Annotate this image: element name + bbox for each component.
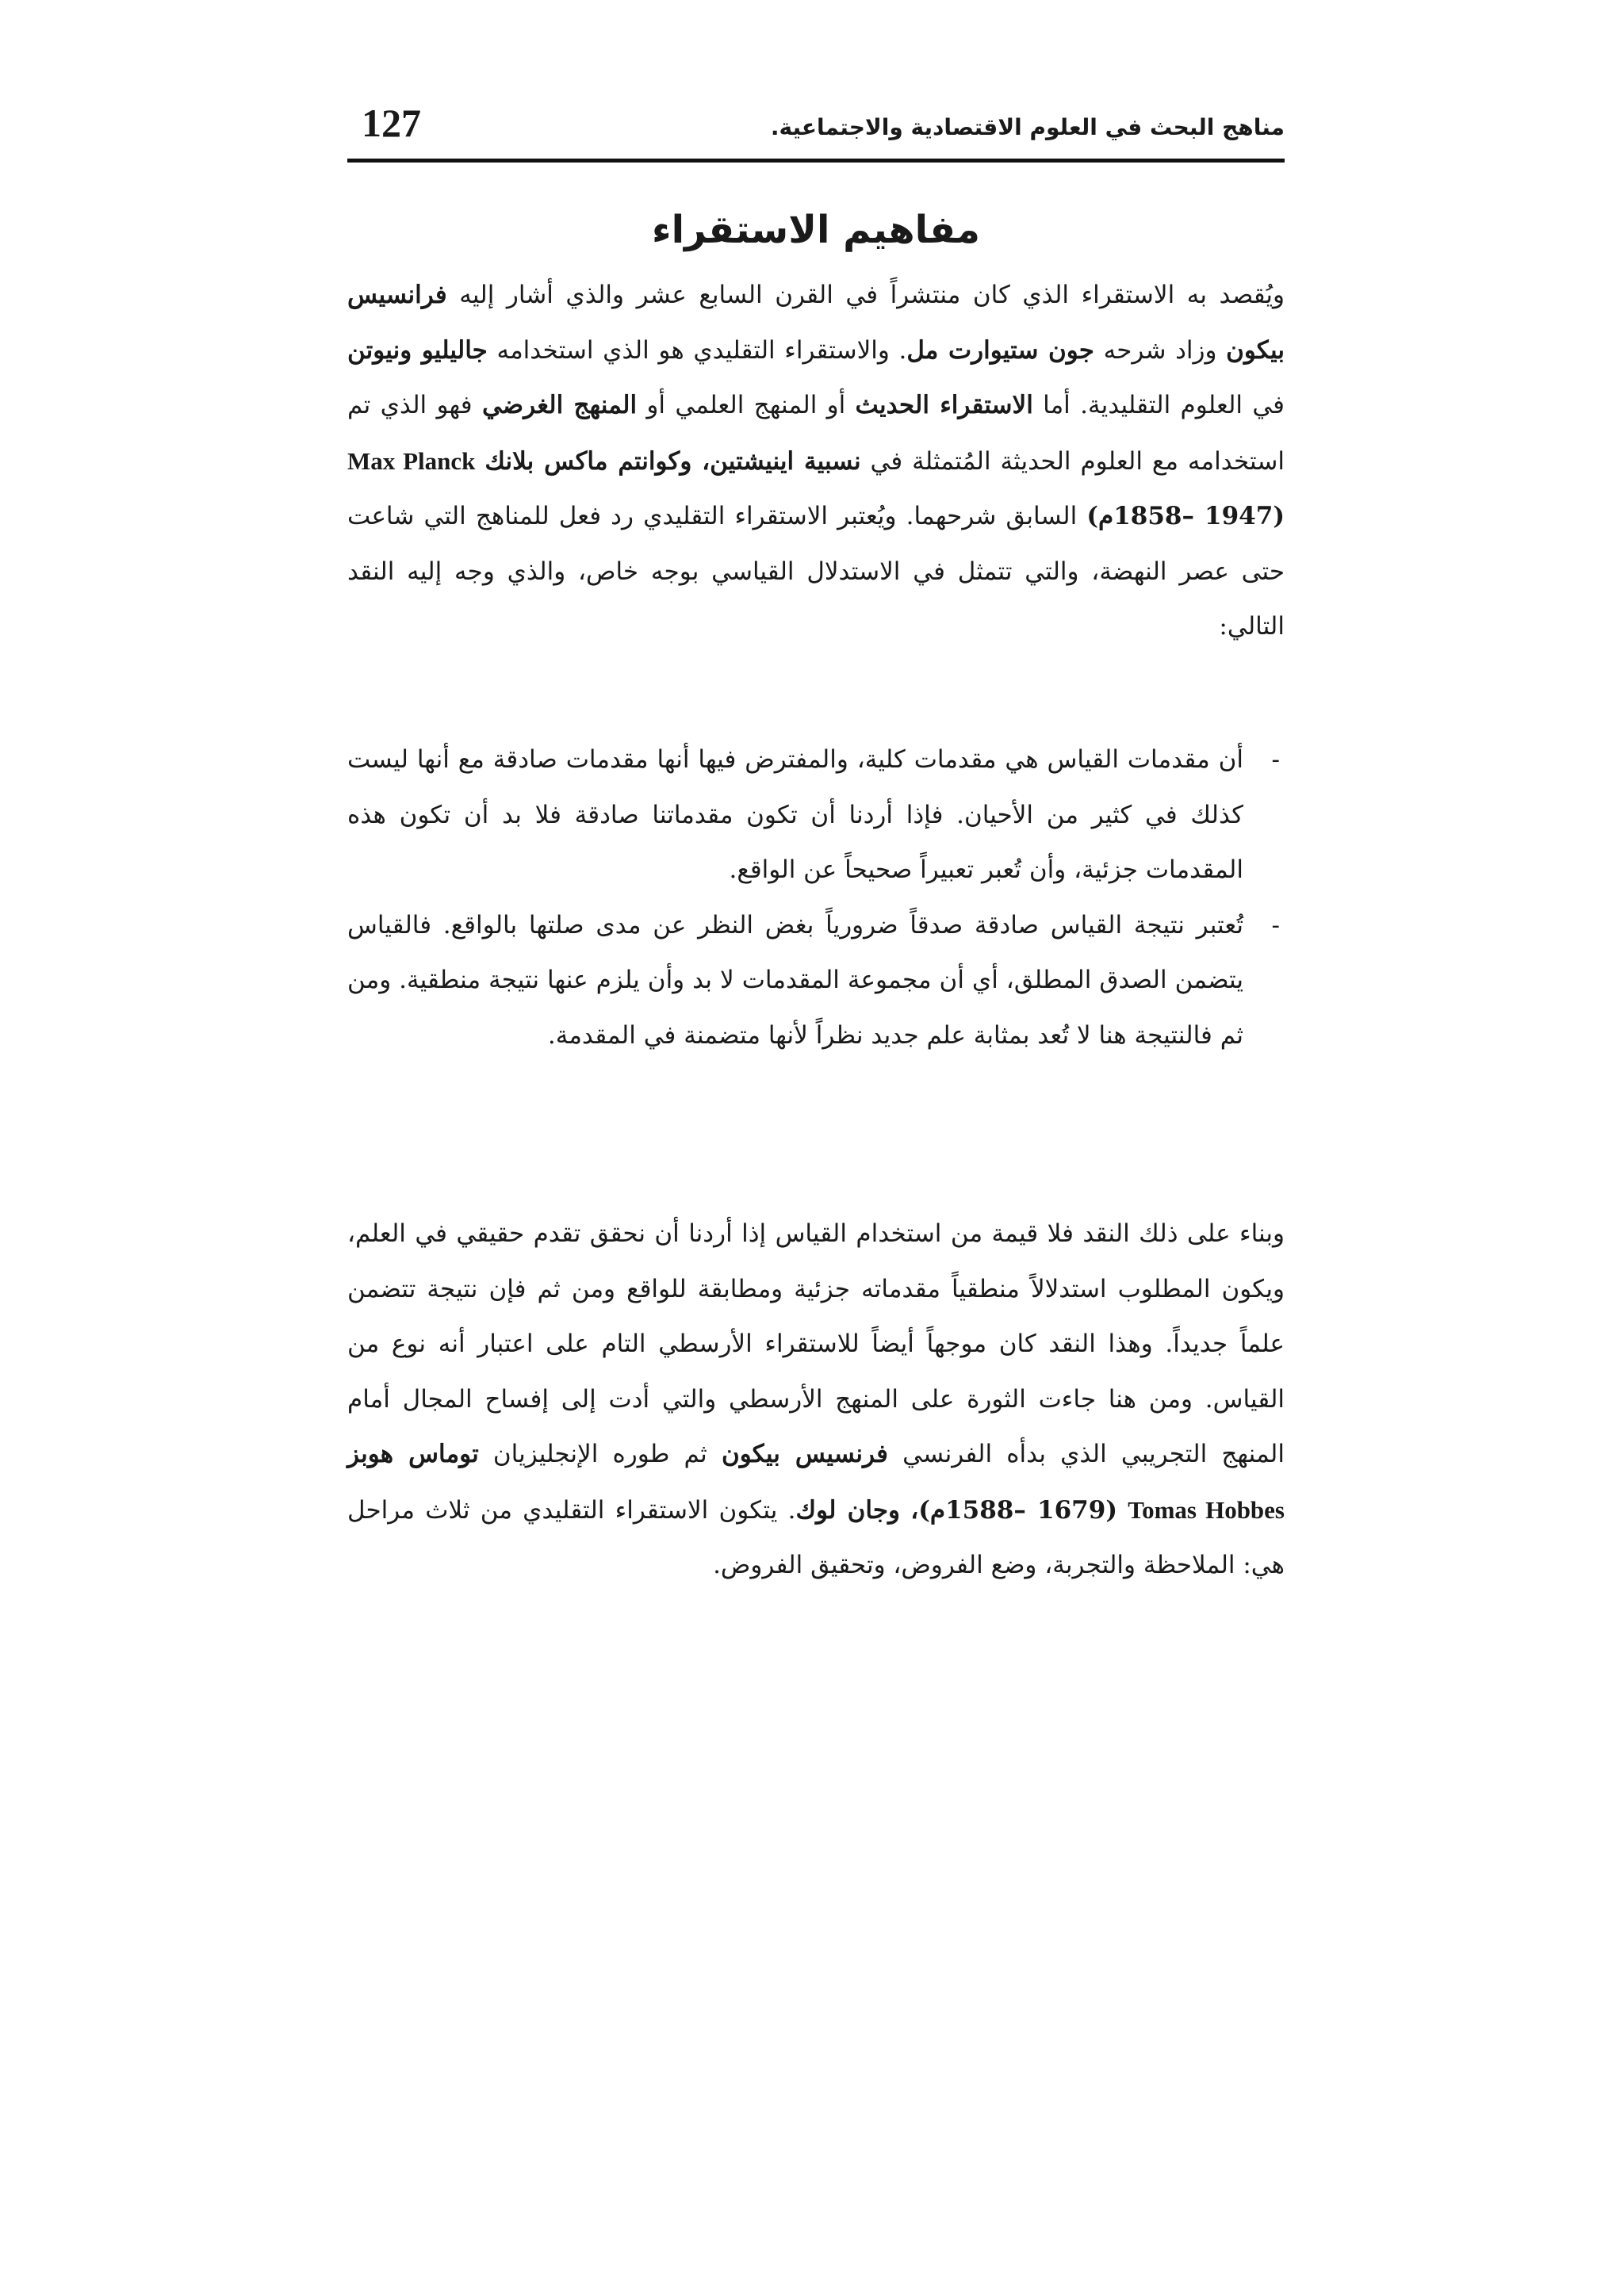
bold-dates-planck: (1858– 1947م) — [1086, 502, 1285, 530]
bold-name-galileo-newton: جاليليو ونيوتن — [347, 335, 488, 365]
text-run: في العلوم التقليدية. أما — [1032, 391, 1285, 419]
text-run: ويُقصد به الاستقراء الذي كان منتشراً في القرن السابع عشر والذي أشار إليه — [446, 281, 1285, 309]
bold-dates-hobbes: (1588– 1679م)، — [910, 1495, 1117, 1525]
bold-name-locke: وجان لوك — [795, 1495, 900, 1525]
bold-name-mill: جون ستيوارت مل — [906, 335, 1094, 365]
book-title: مناهج البحث في العلوم الاقتصادية والاجتماعية. — [770, 114, 1285, 140]
text-run: ثم طوره الإنجليزيان — [478, 1440, 722, 1468]
list-item — [347, 733, 1285, 898]
bold-term-relativity-quantum: نسبية اينيشتين، وكوانتم ماكس بلانك — [485, 446, 861, 476]
section-title: مفاهيم الاستقراء — [652, 208, 980, 252]
dash-bullet: - — [1271, 745, 1280, 774]
text-run: وزاد شرحه — [1094, 335, 1227, 365]
running-header — [347, 95, 1285, 163]
text-run: السابق شرحهما. ويُعتبر الاستقراء التقليدي رد فعل للمناهج التي شاعت حتى عصر النهضة، والتي تتمثل في الاستدلال القياسي بوجه خاص، والذي وجه إليه النقد التالي: — [347, 502, 1285, 641]
text-run: أو المنهج العلمي أو — [637, 391, 856, 419]
bold-name-bacon: فرانسيس بيكون — [347, 281, 1285, 365]
dash-bullet: - — [1271, 910, 1280, 939]
list-item — [347, 898, 1285, 1064]
paragraph-conclusion — [347, 1207, 1285, 1594]
latin-name-planck: Max Planck — [347, 446, 476, 475]
bold-term-modern-induction: الاستقراء الحديث — [855, 391, 1033, 419]
criticism-list — [347, 733, 1285, 1063]
list-item-text: تُعتبر نتيجة القياس صادقة صدقاً ضرورياً بغض النظر عن مدى صلتها بالواقع. فالقياس يتضمن الصدق المطلق، أي أن مجموعة المقدمات لا بد وأن يلزم عنها نتيجة منطقية. ومن ثم فالنتيجة هنا لا تُعد بمثابة علم جديد نظراً لأنها متضمنة في المقدمة. — [347, 910, 1243, 1050]
bold-name-hobbes: توماس هوبز — [347, 1440, 479, 1468]
text-run: . يتكون الاستقراء التقليدي من ثلاث مراحل هي: الملاحظة والتجربة، وضع الفروض، وتحقيق الفروض. — [347, 1495, 1285, 1579]
bold-name-bacon: فرنسيس بيكون — [721, 1440, 888, 1468]
latin-name-hobbes: Tomas Hobbes — [1128, 1495, 1285, 1524]
list-item-text: أن مقدمات القياس هي مقدمات كلية، والمفترض فيها أنها مقدمات صادقة مع أنها ليست كذلك في كثير من الأحيان. فإذا أردنا أن تكون مقدماتنا صادقة فلا بد أن تكون هذه المقدمات جزئية، وأن تُعبر تعبيراً صحيحاً عن الواقع. — [347, 745, 1243, 884]
text-run: . والاستقراء التقليدي هو الذي استخدامه — [487, 335, 907, 365]
text-run: فهو الذي تم استخدامه مع العلوم الحديثة المُتمثلة في — [347, 391, 1285, 476]
text-run: وبناء على ذلك النقد فلا قيمة من استخدام القياس إذا أردنا أن نحقق تقدم حقيقي في العلم، ويكون المطلوب استدلالاً منطقياً مقدماته جزئية ومطابقة للواقع ومن ثم فإن نتيجة تتضمن علماً جديداً. وهذا النقد كان موجهاً أيضاً للاستقراء الأرسطي التام على اعتبار أنه نوع من القياس. ومن هنا جاءت الثورة على المنهج الأرسطي والتي أدت إلى إفساح المجال أمام المنهج التجريبي الذي بدأه الفرنسي — [347, 1219, 1285, 1468]
paragraph-intro — [347, 268, 1285, 655]
page-number: 127 — [362, 101, 421, 145]
bold-term-purposive-method: المنهج الغرضي — [481, 391, 638, 419]
